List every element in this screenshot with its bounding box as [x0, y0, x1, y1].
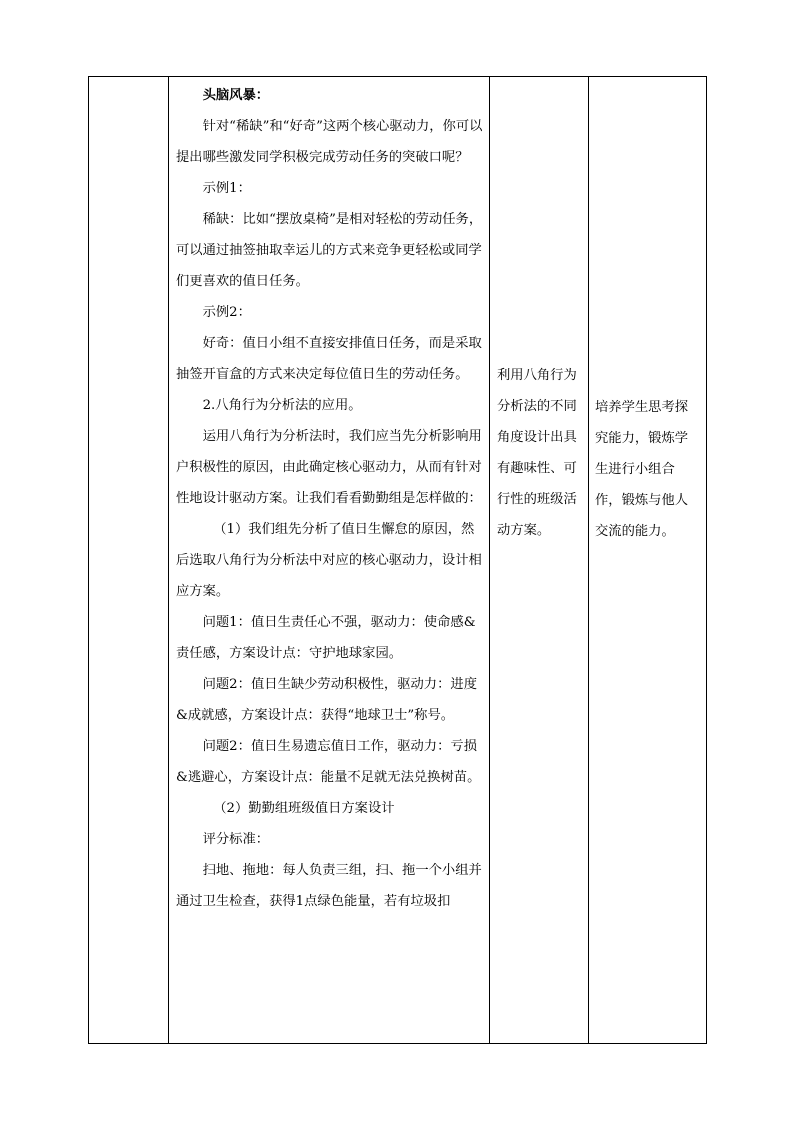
brainstorm-heading: 头脑风暴： [202, 88, 270, 103]
process-paragraph: 针对“稀缺”和“好奇”这两个核心驱动力，你可以提出哪些激发同学积极完成劳动任务的突破口呢？ [176, 119, 483, 165]
student-activity-cell [491, 77, 589, 1043]
process-paragraph: 运用八角行为分析法时，我们应当先分析影响用户积极性的原因，由此确定核心驱动力，从而有针对性地设计驱动方案。让我们看看勤勤组是怎样做的： [176, 429, 482, 506]
process-paragraph: 示例1： [202, 181, 251, 196]
process-paragraph: （1）我们组先分析了值日生懈怠的原因，然后选取八角行为分析法中对应的核心驱动力，设计相应方案。 [176, 522, 482, 599]
teaching-process-cell [169, 77, 489, 1043]
process-paragraph: 评分标准： [202, 832, 270, 847]
design-intent-text: 培养学生思考探究能力，锻炼学生进行小组合作，锻炼与他人交流的能力。 [595, 400, 689, 539]
process-paragraph: 示例2： [202, 305, 251, 320]
process-paragraph: 问题1：值日生责任心不强，驱动力：使命感&责任感，方案设计点：守护地球家园。 [176, 615, 476, 661]
process-paragraph: 扫地、拖地：每人负责三组，扫、拖一个小组并通过卫生检查，获得1点绿色能量，若有垃圾扣 [176, 863, 482, 909]
process-paragraph: 稀缺：比如“摆放桌椅”是相对轻松的劳动任务，可以通过抽签抽取幸运儿的方式来竞争更轻松或同学们更喜欢的值日任务。 [176, 212, 483, 289]
design-intent-cell [589, 77, 707, 1043]
process-paragraph: 2.八角行为分析法的应用。 [202, 398, 362, 413]
process-paragraph: 问题2：值日生缺少劳动积极性，驱动力：进度&成就感，方案设计点：获得“地球卫士”称号。 [176, 677, 477, 723]
process-paragraph: （2）勤勤组班级值日方案设计 [213, 801, 395, 816]
student-activity-text: 利用八角行为分析法的不同角度设计出具有趣味性、可行性的班级活动方案。 [497, 368, 577, 538]
process-paragraph: 问题2：值日生易遗忘值日工作，驱动力：亏损&逃避心，方案设计点：能量不足就无法兑换树苗。 [176, 739, 481, 785]
column-divider [489, 77, 490, 1043]
process-paragraph: 好奇：值日小组不直接安排值日任务，而是采取抽签开盲盒的方式来决定每位值日生的劳动任务。 [176, 336, 482, 382]
lesson-table [88, 76, 707, 1044]
